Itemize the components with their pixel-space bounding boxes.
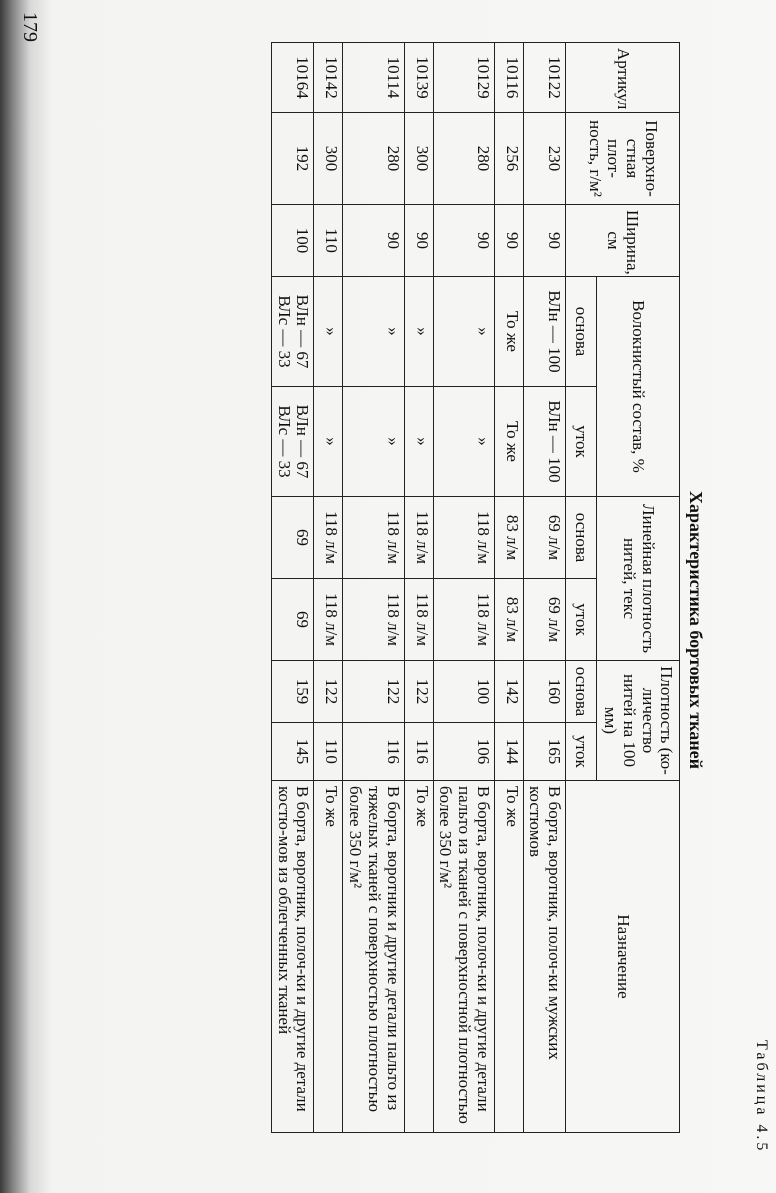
cell-width: 90 <box>433 205 494 277</box>
cell-purpose: То же <box>314 781 343 1133</box>
cell-fiber-warp: То же <box>494 277 523 387</box>
cell-density-weft: 145 <box>272 723 314 781</box>
header-fiber: Волокнистый состав, % <box>597 277 680 497</box>
cell-density-weft: 116 <box>404 723 433 781</box>
cell-fiber-weft: » <box>433 387 494 497</box>
subheader-weft: уток <box>566 387 597 497</box>
header-surface-density: Поверхно-стная плот-ность, г/м² <box>566 113 680 205</box>
table-row <box>343 43 404 1133</box>
cell-density-weft: 106 <box>433 723 494 781</box>
cell-density-warp: 100 <box>433 661 494 723</box>
cell-linear-weft: 83 л/м <box>494 579 523 661</box>
cell-article: 10122 <box>523 43 565 113</box>
cell-linear-warp: 69 л/м <box>523 497 565 579</box>
subheader-warp: основа <box>566 497 597 579</box>
table-row <box>272 43 314 1133</box>
page-number: 179 <box>19 12 41 42</box>
cell-fiber-weft: » <box>343 387 404 497</box>
cell-purpose: То же <box>494 781 523 1133</box>
cell-density-warp: 142 <box>494 661 523 723</box>
header-article: Артикул <box>566 43 680 113</box>
cell-linear-weft: 118 л/м <box>404 579 433 661</box>
header-thread-density: Плотность (ко-личество нитей на 100 мм) <box>597 661 680 781</box>
cell-purpose: В борта, воротник, полоч-ки и другие детали пальто из тканей с поверхностной плотностью более 350 г/м² <box>433 781 494 1133</box>
table-title: Характеристика бортовых тканей <box>686 490 706 770</box>
cell-linear-warp: 118 л/м <box>404 497 433 579</box>
header-width: Ширина, см <box>566 205 680 277</box>
header-purpose: Назначение <box>566 781 680 1133</box>
cell-surface: 300 <box>404 113 433 205</box>
cell-density-weft: 110 <box>314 723 343 781</box>
header-linear-density: Линейная плотность нитей, текс <box>597 497 680 661</box>
cell-density-warp: 122 <box>343 661 404 723</box>
subheader-weft: уток <box>566 579 597 661</box>
cell-surface: 256 <box>494 113 523 205</box>
cell-linear-weft: 69 л/м <box>523 579 565 661</box>
cell-density-warp: 159 <box>272 661 314 723</box>
table-row <box>523 43 565 1133</box>
cell-fiber-weft: » <box>404 387 433 497</box>
cell-fiber-warp: ВЛн — 67 ВЛс — 33 <box>272 277 314 387</box>
cell-width: 100 <box>272 205 314 277</box>
cell-article: 10116 <box>494 43 523 113</box>
cell-purpose: В борта, воротник и другие детали пальто из тяжелых тканей с поверхностью плотностью более 350 г/м² <box>343 781 404 1133</box>
cell-surface: 280 <box>343 113 404 205</box>
cell-surface: 192 <box>272 113 314 205</box>
table-row <box>433 43 494 1133</box>
cell-fiber-warp: ВЛн — 100 <box>523 277 565 387</box>
subheader-warp: основа <box>566 661 597 723</box>
cell-width: 90 <box>343 205 404 277</box>
cell-linear-weft: 118 л/м <box>314 579 343 661</box>
cell-density-warp: 160 <box>523 661 565 723</box>
subheader-weft: уток <box>566 723 597 781</box>
fabric-table <box>271 42 680 1133</box>
cell-purpose: То же <box>404 781 433 1133</box>
cell-surface: 230 <box>523 113 565 205</box>
cell-fiber-weft: ВЛн — 67 ВЛс — 33 <box>272 387 314 497</box>
cell-linear-weft: 118 л/м <box>343 579 404 661</box>
cell-article: 10129 <box>433 43 494 113</box>
subheader-warp: основа <box>566 277 597 387</box>
cell-width: 90 <box>523 205 565 277</box>
cell-linear-warp: 118 л/м <box>343 497 404 579</box>
cell-density-weft: 144 <box>494 723 523 781</box>
cell-fiber-warp: » <box>343 277 404 387</box>
cell-density-weft: 165 <box>523 723 565 781</box>
cell-density-warp: 122 <box>314 661 343 723</box>
cell-width: 90 <box>494 205 523 277</box>
cell-linear-warp: 118 л/м <box>433 497 494 579</box>
table-row <box>314 43 343 1133</box>
cell-linear-warp: 69 <box>272 497 314 579</box>
cell-purpose: В борта, воротник, полоч-ки и другие детали костю-мов из облегченных тканей <box>272 781 314 1133</box>
cell-linear-weft: 118 л/м <box>433 579 494 661</box>
cell-purpose: В борта, воротник, полоч-ки мужских костюмов <box>523 781 565 1133</box>
cell-width: 90 <box>404 205 433 277</box>
cell-fiber-weft: ВЛн — 100 <box>523 387 565 497</box>
cell-fiber-weft: То же <box>494 387 523 497</box>
cell-fiber-warp: » <box>314 277 343 387</box>
cell-width: 110 <box>314 205 343 277</box>
cell-article: 10164 <box>272 43 314 113</box>
cell-density-warp: 122 <box>404 661 433 723</box>
cell-article: 10139 <box>404 43 433 113</box>
cell-linear-warp: 83 л/м <box>494 497 523 579</box>
cell-surface: 300 <box>314 113 343 205</box>
cell-article: 10142 <box>314 43 343 113</box>
cell-surface: 280 <box>433 113 494 205</box>
cell-article: 10114 <box>343 43 404 113</box>
cell-fiber-warp: » <box>433 277 494 387</box>
table-row <box>494 43 523 1133</box>
table-row <box>404 43 433 1133</box>
cell-density-weft: 116 <box>343 723 404 781</box>
cell-linear-weft: 69 <box>272 579 314 661</box>
table-number: Таблица 4.5 <box>753 1040 770 1154</box>
cell-fiber-weft: » <box>314 387 343 497</box>
cell-fiber-warp: » <box>404 277 433 387</box>
cell-linear-warp: 118 л/м <box>314 497 343 579</box>
